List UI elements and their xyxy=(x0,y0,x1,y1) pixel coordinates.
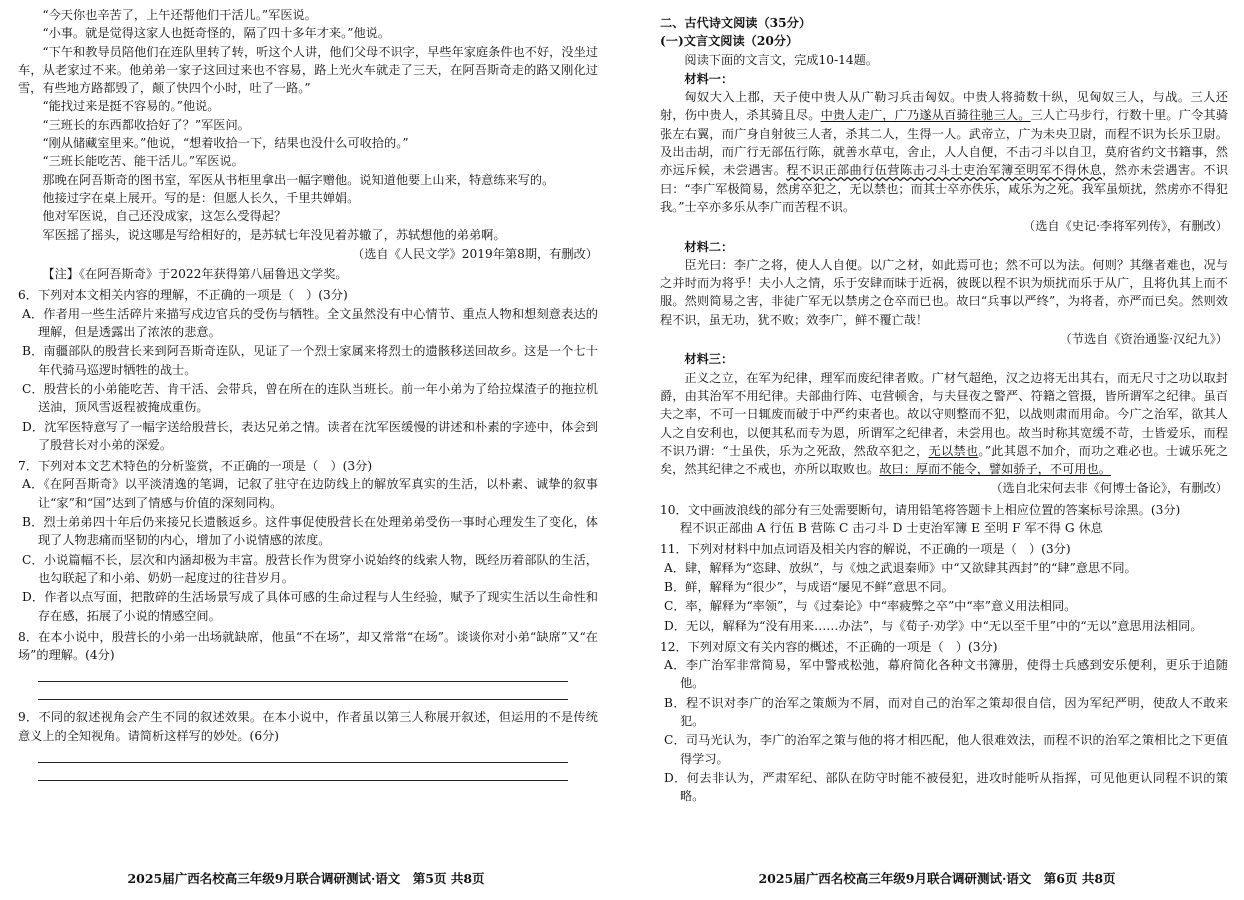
question-stem: 7．下列对本文艺术特色的分析鉴赏，不正确的一项是（ ）(3分) xyxy=(18,459,373,474)
question-stem: 9．不同的叙述视角会产生不同的叙述效果。在本小说中，作者虽以第三人称展开叙述，但运用的不是传统意义上的全知视角。请简析这样写的妙处。(6分) xyxy=(18,710,598,743)
sentence-break-options: 程不识正部曲 A 行伍 B 营陈 C 击刁斗 D 士吏治军簿 E 至明 F 军不得 G 休息 xyxy=(680,521,1103,536)
paragraph: 他对军医说，自己还没成家，这怎么受得起？ xyxy=(42,209,287,224)
paragraph: “三班长能吃苦、能干活儿。”军医说。 xyxy=(42,154,244,169)
option-a: A．作者用一些生活碎片来描写戍边官兵的受伤与牺牲。全文虽然没有中心情节、重点人物和想刻意表达的理解，但是透露出了浓浓的悲意。 xyxy=(22,306,598,340)
instruction: 阅读下面的文言文，完成10-14题。 xyxy=(684,52,878,67)
paragraph: “能找过来是挺不容易的。”他说。 xyxy=(42,99,220,114)
question-stem: 8．在本小说中，殷营长的小弟一出场就缺席，他虽“不在场”，却又常常“在场”。谈谈你对小弟“缺席”又“在场”的理解。(4分) xyxy=(18,629,598,663)
answer-line xyxy=(38,763,568,781)
paragraph: “三班长的东西都收拾好了？”军医问。 xyxy=(42,117,250,132)
material-3-title: 材料三： xyxy=(684,352,734,367)
answer-line xyxy=(38,682,568,700)
option-c: C．小说篇幅不长，层次和内涵却极为丰富。殷营长作为贯穿小说始终的线索人物，既经历着部队的生活，也勾联起了和小弟、奶奶一起度过的往昔岁月。 xyxy=(22,552,598,585)
question-stem: 12．下列对原文有关内容的概述，不正确的一项是（ ）(3分) xyxy=(660,639,998,654)
page-6 xyxy=(630,0,1244,900)
text-run: 正义之立，在军为纪律，理军而废纪律者败。广材气超绝，汉之边将无出其右，而无尺寸之功以取封爵，由其治军不用纪律。夫部曲行阵、屯营顿舍，与夫昼夜之警严、符籍之管摄，皆所谓军之纪律。虽百夫之率，不可一日辄废而破于中严约束者也。故以守则整而不犯，以战则肃而用命。今广之治军，欲其人人之自安利也，以便其私而专为恩，所谓军之纪律者，未尝用也。故当时称其宽缓不苛，士皆爱乐，而程不识乃谓：“士虽佚，乐为之死敌，然敌卒犯之， xyxy=(660,370,1228,458)
material-2-source: （节选自《资治通鉴·汉纪九》） xyxy=(1059,332,1228,347)
question-12 xyxy=(660,638,1228,806)
material-2-title: 材料二： xyxy=(684,239,734,254)
paragraph: “小事。就是觉得这家人也挺奇怪的，隔了四十多年才来。”他说。 xyxy=(42,26,391,41)
question-stem: 6．下列对本文相关内容的理解，不正确的一项是（ ）(3分) xyxy=(18,288,348,303)
option-c: C．率，解释为“率领”，与《过秦论》中“率疲弊之卒”中“率”意义用法相同。 xyxy=(664,599,1077,614)
paragraph: “刚从储藏室里来。”他说，“想着收拾一下，结果也没什么可收拾的。” xyxy=(42,136,409,151)
question-9 xyxy=(18,708,598,781)
option-b: B．程不识对李广的治军之策颇为不屑，而对自己的治军之策却很自信，因为军纪严明，使敌人不敢来犯。 xyxy=(664,695,1228,728)
option-a: A．肆，解释为“恣肆、放纵”，与《烛之武退秦师》中“又欲肆其西封”的“肆”意思不同。 xyxy=(664,560,1137,575)
text-run: 匈奴大入上郡，天子使中贵人从广勒习兵击匈奴。中贵人将骑数十纵，见匈奴三人，与战。三人还射，伤中贵人，杀其骑且尽。 xyxy=(660,90,1228,123)
underlined-sentence: 故曰：厚而不能令，譬如骄子，不可用也。 xyxy=(879,462,1111,477)
option-d: D．无以，解释为“没有用来……办法”，与《荀子·劝学》中“无以至千里”中的“无以”意思用法相同。 xyxy=(664,618,1203,633)
text-run: 。”此其恩不加介，而功之难必也。士诚乐死之矣，然其纪律之不戒也，亦所以取败也。 xyxy=(660,443,1229,477)
option-a: A．《在阿吾斯奇》以平淡清逸的笔调，记叙了驻守在边防线上的解放军真实的生活，以朴素、诚挚的叙事让“家”和“国”达到了情感与价值的深刻同构。 xyxy=(22,477,598,510)
option-c: C．殷营长的小弟能吃苦、肯干活、会带兵，曾在所在的连队当班长。前一年小弟为了给拉煤渣子的拖拉机送油，顶风雪返程被掩成重伤。 xyxy=(22,381,598,415)
wavy-underlined-passage: 程不识正部曲行伍营陈击刁斗士吏治军簿至明军不得休息 xyxy=(786,163,1103,178)
question-6 xyxy=(18,286,598,454)
page-footer: 2025届广西名校高三年级9月联合调研测试·语文 第6页 共8页 xyxy=(758,870,1116,886)
question-stem: 11．下列对材料中加点词语及相关内容的解说，不正确的一项是（ ）(3分) xyxy=(660,542,1071,557)
option-d: D．作者以点写面，把散碎的生活场景写成了具体可感的生命过程与人生经验，赋予了现实生活以生命性和存在感，拓展了小说的情感空间。 xyxy=(22,590,598,623)
material-1-source: （选自《史记·李将军列传》，有删改） xyxy=(1023,219,1228,234)
story-excerpt xyxy=(18,6,598,244)
option-b: B．烈士弟弟四十年后仍来接兄长遗骸返乡。这件事促使殷营长在处理弟弟受伤一事时心理发生了变化，体现了人物悲痛而坚韧的内心，增加了小说情感的浓度。 xyxy=(22,515,598,548)
material-1-title: 材料一： xyxy=(684,71,734,86)
option-b: B．南疆部队的殷营长来到阿吾斯奇连队，见证了一个烈士家属来将烈士的遗骸移送回故乡。这是一个七十年代骑马巡逻时牺牲的战士。 xyxy=(22,344,598,377)
underlined-sentence: 中贵人走广，广乃遂从百骑往驰三人。 xyxy=(820,108,1031,123)
material-2-text: 臣光曰：李广之将，使人人自便。以广之材，如此焉可也；然不可以为法。何则？其继者难也，况与之并时而为将乎！夫小人之情，乐于安肆而昧于近祸，彼既以程不识为烦扰而乐于从广，且将仇其上而不服。然则简易之害，非徒广军无以禁虏之仓卒而已也。故曰“兵事以严终”，为将者，亦严而已矣。然则效程不识，虽无功，犹不败；效李广，鲜不覆亡哉！ xyxy=(660,257,1228,327)
option-a: A．李广治军非常简易，军中警戒松弛，幕府简化各种文书簿册，使得士兵感到安乐便利，更乐于追随他。 xyxy=(664,658,1228,691)
answer-line xyxy=(38,745,568,763)
page-5 xyxy=(0,0,612,900)
material-3-source: （选自北宋何去非《何博士备论》，有删改） xyxy=(990,481,1228,496)
option-d: D．沈军医特意写了一幅字送给殷营长，表达兄弟之情。读者在沈军医缓慢的讲述和朴素的字迹中，体会到了殷营长对小弟的深爱。 xyxy=(22,419,598,452)
question-10 xyxy=(660,501,1228,538)
story-source: （选自《人民文学》2019年第8期，有删改） xyxy=(352,246,598,261)
paragraph: “今天你也辛苦了，上午还帮他们干活儿。”军医说。 xyxy=(42,8,317,22)
option-c: C．司马光认为，李广的治军之策与他的将才相匹配，他人很难效法，而程不识的治军之策相比之下更值得学习。 xyxy=(664,733,1228,766)
material-1-text xyxy=(660,88,1228,216)
paragraph: 军医摇了摇头，说这哪是写给相好的，是苏轼七年没见着苏辙了，苏轼想他的弟弟啊。 xyxy=(42,227,506,242)
question-7 xyxy=(18,457,598,625)
story-note: 【注】《在阿吾斯奇》于2022年获得第八届鲁迅文学奖。 xyxy=(42,267,348,282)
paragraph: 他接过字在桌上展开。写的是：但愿人长久，千里共婵娟。 xyxy=(42,190,360,205)
subsection-heading: (一)文言文阅读（20分） xyxy=(660,34,799,49)
question-stem: 10．文中画波浪线的部分有三处需要断句，请用铅笔将答题卡上相应位置的答案标号涂黑。(3分) xyxy=(660,502,1181,517)
paragraph: “下午和教导员陪他们在连队里转了转，听这个人讲，他们父母不识字，早些年家庭条件也不好，没坐过车，从老家过不来。他弟弟一家子这回过来也不容易，路上光火车就走了三天，在阿吾斯奇走的路又刚化过雪，有些地方路都毁了，颠了快四个小时，吐了一路。” xyxy=(18,44,598,96)
material-3-text xyxy=(660,369,1228,479)
page-footer: 2025届广西名校高三年级9月联合调研测试·语文 第5页 共8页 xyxy=(127,870,485,886)
text-run: ，然亦未尝遇害。不识曰：“李广军极简易，然虏卒犯之，无以禁也；而其士卒亦佚乐，咸乐为之死。我军虽烦扰，然虏亦不得犯我。”士卒亦多乐从李广而苦程不识。 xyxy=(660,163,1229,214)
underlined-phrase: 无以禁也 xyxy=(928,443,979,458)
answer-line xyxy=(38,664,568,682)
paragraph: 那晚在阿吾斯奇的图书室，军医从书柜里拿出一幅字赠他。说知道他要上山来，特意练来写的。 xyxy=(42,172,555,187)
question-8 xyxy=(18,628,598,701)
option-b: B．鲜，解释为“很少”，与成语“屡见不鲜”意思不同。 xyxy=(664,579,954,594)
text-run: 三人亡马步行，行数十里。广令其骑张左右翼，而广身自射彼三人者，杀其二人，生得一人。武帝立，广为未央卫尉，而程不识为长乐卫尉。及出击胡，而广行无部伍行陈，就善水草屯，舍止，人人自便，不击刁斗以自卫，莫府省约文书籍事，然亦远斥候，未尝遇害。 xyxy=(660,108,1229,178)
section-heading: 二、古代诗文阅读（35分） xyxy=(660,16,812,30)
option-d: D．何去非认为，严肃军纪、部队在防守时能不被侵犯，进攻时能听从指挥，可见他更认同程不识的策略。 xyxy=(664,770,1228,804)
question-11 xyxy=(660,540,1228,634)
